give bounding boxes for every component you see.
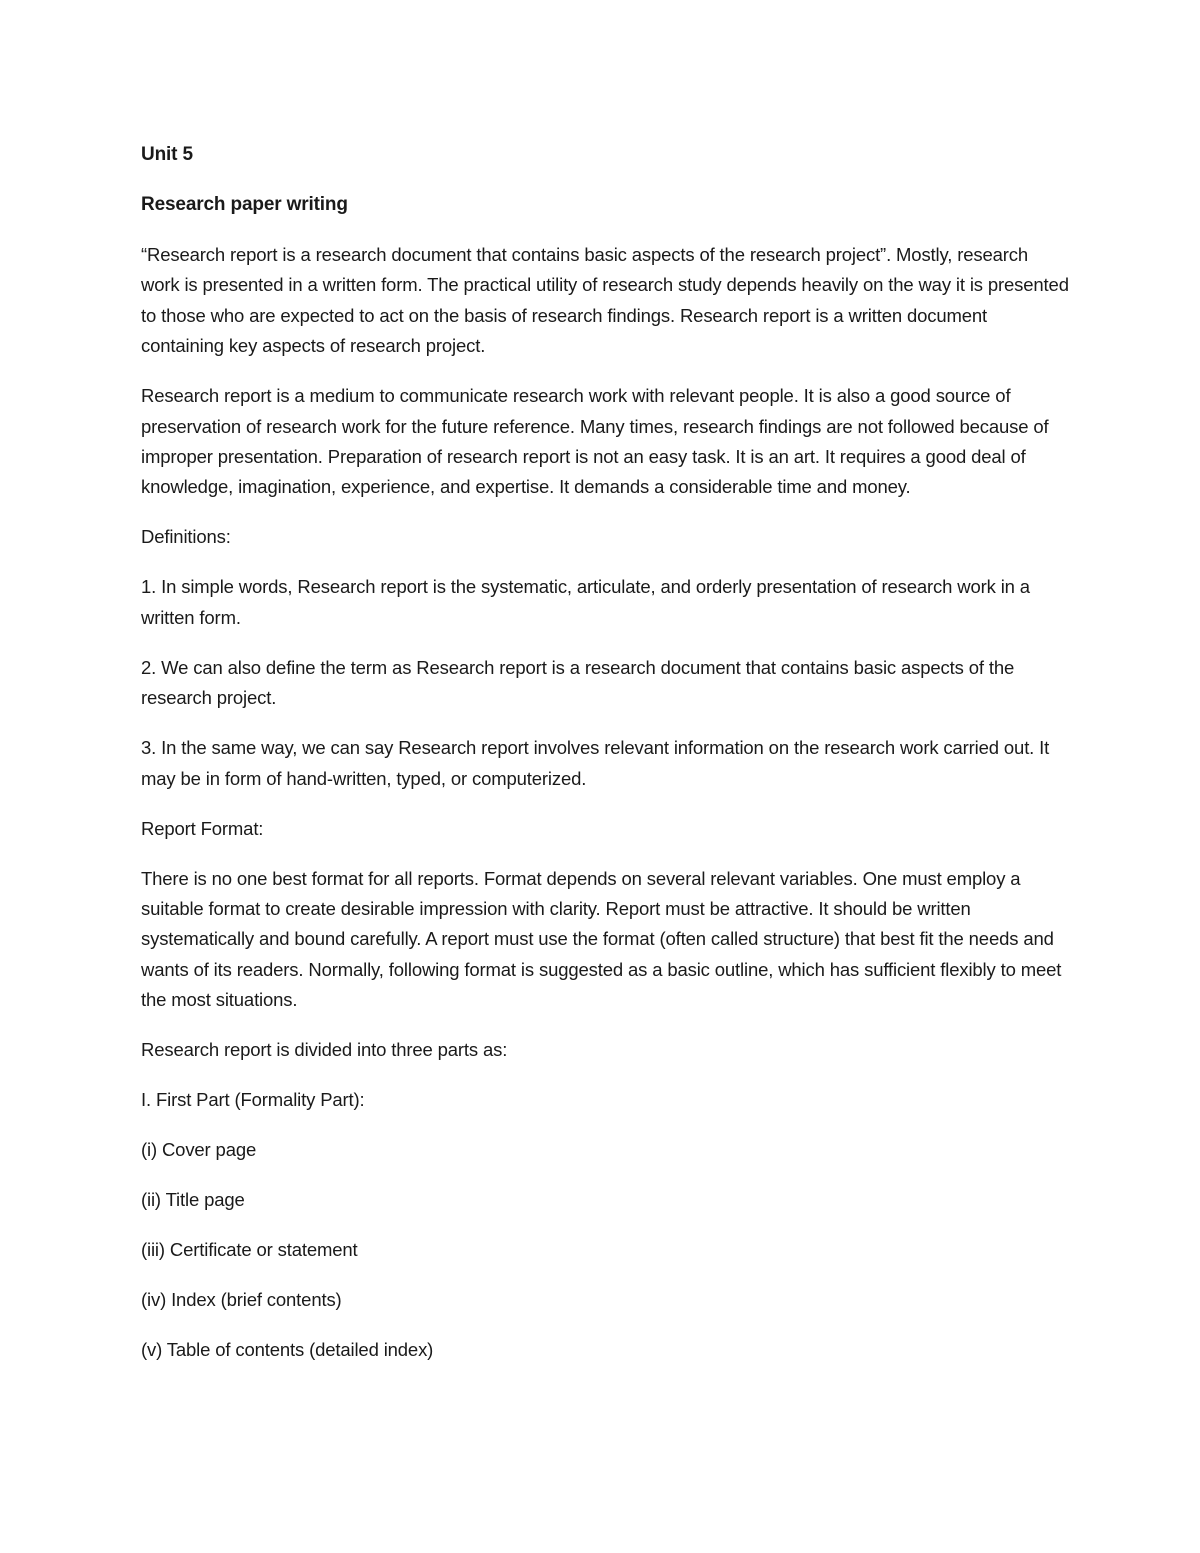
definition-item: 3. In the same way, we can say Research report involves relevant information on the research work carried out. It may be in form of hand-written, typed, or computerized. — [141, 737, 1050, 789]
definition-item: 1. In simple words, Research report is the systematic, articulate, and orderly presentation of research work in a written form. — [141, 576, 1030, 628]
document-body — [141, 140, 1071, 1385]
unit-title: Unit 5 — [141, 144, 193, 165]
report-format-label: Report Format: — [141, 817, 264, 839]
list-item: (v) Table of contents (detailed index) — [141, 1339, 434, 1361]
definition-item: 2. We can also define the term as Research report is a research document that contains basic aspects of the research project. — [141, 656, 1015, 709]
parts-intro: Research report is divided into three parts as: — [141, 1039, 508, 1061]
list-item: (iv) Index (brief contents) — [141, 1289, 342, 1311]
medium-paragraph: Research report is a medium to communicate research work with relevant people. It is also a good source of preservation of research work for the future reference. Many times, research findings are not followed because of improper presentation. Preparation of research report is not an easy task. It is an art. It requires a good deal of knowledge, imagination, experience, and expertise. It demands a considerable time and money. — [141, 385, 1049, 498]
format-paragraph: There is no one best format for all reports. Format depends on several relevant variables. One must employ a suitable format to create desirable impression with clarity. Report must be attractive. It should be written systematically and bound carefully. A report must use the format (often called structure) that best fit the needs and wants of its readers. Normally, following format is suggested as a basic outline, which has sufficient flexibly to meet the most situations. — [141, 867, 1062, 1011]
list-item: (iii) Certificate or statement — [141, 1239, 358, 1261]
first-part-label: I. First Part (Formality Part): — [141, 1089, 365, 1111]
list-item: (ii) Title page — [141, 1189, 245, 1211]
list-item: (i) Cover page — [141, 1139, 257, 1161]
section-title: Research paper writing — [141, 194, 348, 215]
intro-paragraph: “Research report is a research document that contains basic aspects of the research project”. Mostly, research work is presented in a written form. The practical utility of research study depends heavily on the way it is presented to those who are expected to act on the basis of research findings. Research report is a written document containing key aspects of research project. — [141, 244, 1069, 357]
definitions-label: Definitions: — [141, 526, 231, 548]
